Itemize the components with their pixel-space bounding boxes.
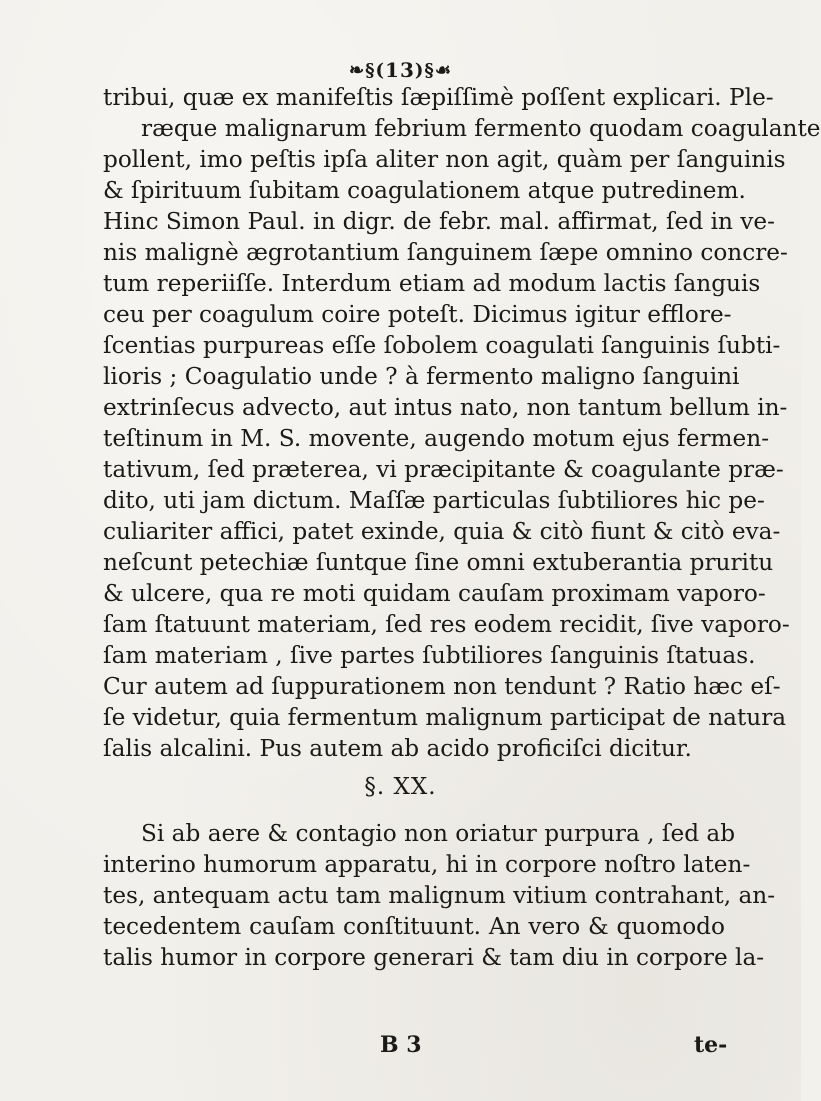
right-ornament: )§☙ <box>414 60 452 81</box>
paragraph-2 <box>103 818 776 973</box>
text-line: nis malignè ægrotantium ſanguinem ſæpe omnino concre- <box>103 239 788 266</box>
paragraph-1 <box>103 82 821 764</box>
left-ornament: ❧§( <box>349 60 386 81</box>
text-line: tes, antequam actu tam malignum vitium contrahant, an- <box>103 882 776 909</box>
text-line: ſam materiam , ſive partes ſubtiliores ſanguinis ſtatuas. <box>103 642 756 669</box>
signature-mark: B 3 <box>380 1032 422 1058</box>
text-line: ſalis alcalini. Pus autem ab acido proficiſci dicitur. <box>103 735 692 762</box>
text-line: tum reperiiſſe. Interdum etiam ad modum lactis ſanguis <box>103 270 761 297</box>
text-line: ſam ſtatuunt materiam, ſed res eodem recidit, ſive vaporo- <box>103 611 790 638</box>
text-line: Hinc Simon Paul. in digr. de febr. mal. affirmat, ſed in ve- <box>103 208 775 235</box>
text-line: tribui, quæ ex manifeſtis ſæpiſſimè poſſent explicari. Ple- <box>103 84 774 111</box>
page-number: 13 <box>385 58 415 82</box>
text-line: lioris ; Coagulatio unde ? à fermento maligno ſanguini <box>103 363 740 390</box>
text-line: interino humorum apparatu, hi in corpore noſtro laten- <box>103 851 751 878</box>
text-line: tativum, ſed præterea, vi præcipitante & coagulante præ- <box>103 456 784 483</box>
text-line: ſe videtur, quia fermentum malignum participat de natura <box>103 704 787 731</box>
text-line: & ſpirituum ſubitam coagulationem atque putredinem. <box>103 177 746 204</box>
text-line: pollent, imo peſtis ipſa aliter non agit, quàm per ſanguinis <box>103 146 786 173</box>
text-line: teſtinum in M. S. movente, augendo motum ejus fermen- <box>103 425 770 452</box>
section-heading: §. XX. <box>364 774 437 800</box>
text-line: extrinſecus advecto, aut intus nato, non tantum bellum in- <box>103 394 788 421</box>
text-line: ceu per coagulum coire poteſt. Dicimus igitur efflore- <box>103 301 732 328</box>
text-line: dito, uti jam dictum. Maſſæ particulas ſubtiliores hic pe- <box>103 487 765 514</box>
text-line: Si ab aere & contagio non oriatur purpura , ſed ab <box>141 820 736 847</box>
text-line: culiariter affici, patet exinde, quia & citò fiunt & citò eva- <box>103 518 781 545</box>
text-line: talis humor in corpore generari & tam diu in corpore la- <box>103 944 765 971</box>
text-line: Cur autem ad ſuppurationem non tendunt ? Ratio hæc eſ- <box>103 673 781 700</box>
text-line: & ulcere, qua re moti quidam cauſam proximam vaporo- <box>103 580 766 607</box>
text-line: ſcentias purpureas eſſe ſobolem coagulati ſanguinis ſubti- <box>103 332 781 359</box>
text-line: neſcunt petechiæ ſuntque ſine omni extuberantia pruritu <box>103 549 774 576</box>
page-footer <box>0 1032 801 1062</box>
text-line: ræque malignarum febrium fermento quodam coagulante <box>141 115 821 142</box>
text-line: tecedentem cauſam conſtituunt. An vero & quomodo <box>103 913 725 940</box>
catchword: te- <box>694 1032 728 1058</box>
